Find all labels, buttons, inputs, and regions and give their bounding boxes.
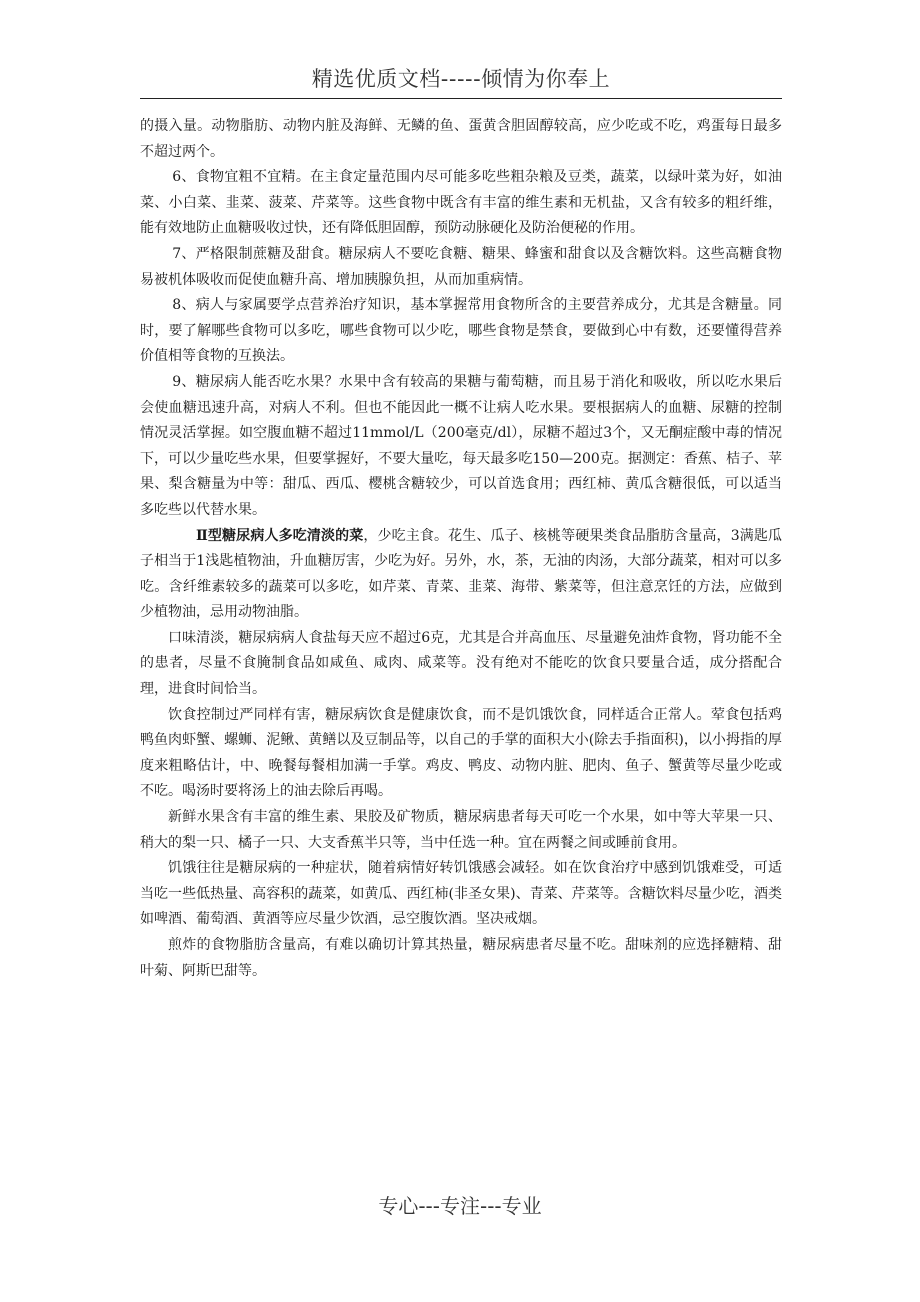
paragraph-item-9 bbox=[140, 370, 782, 524]
paragraph-diet-control bbox=[140, 703, 782, 805]
header-title: 精选优质文档-----倾情为你奉上 bbox=[311, 67, 611, 91]
paragraph-type2-diabetes bbox=[140, 524, 782, 626]
paragraph-text: ，少吃主食。花生、瓜子、核桃等硬果类食品脂肪含量高，3满匙瓜子相当于1浅匙植物油，升血糖厉害，少吃为好。另外，水，茶，无油的肉汤，大部分蔬菜，相对可以多吃。含纤维素较多的蔬菜可以多吃，如芹菜、青菜、韭菜、海带、紫菜等，但注意烹饪的方法，应做到少植物油，忌用动物油脂。 bbox=[140, 527, 782, 621]
paragraph-intake bbox=[140, 114, 782, 165]
paragraph-bold-lead: Ⅱ型糖尿病人多吃清淡的菜 bbox=[196, 527, 364, 544]
paragraph-text: 饮食控制过严同样有害，糖尿病饮食是健康饮食，而不是饥饿饮食，同样适合正常人。荤食包括鸡鸭鱼肉虾蟹、螺蛳、泥鳅、黄鳝以及豆制品等，以自己的手掌的面积大小(除去手指面积)，以小拇指的厚度来粗略估计，中、晚餐每餐相加满一手掌。鸡皮、鸭皮、动物内脏、肥肉、鱼子、蟹黄等尽量少吃或不吃。喝汤时要将汤上的油去除后再喝。 bbox=[140, 706, 782, 800]
document-body bbox=[140, 114, 782, 984]
paragraph-text: 饥饿往往是糖尿病的一种症状，随着病情好转饥饿感会减轻。如在饮食治疗中感到饥饿难受，可适当吃一些低热量、高容积的蔬菜，如黄瓜、西红柿(非圣女果)、青菜、芹菜等。含糖饮料尽量少吃，酒类如啤酒、葡萄酒、黄酒等应尽量少饮酒，忌空腹饮酒。坚决戒烟。 bbox=[140, 860, 782, 928]
page-header bbox=[140, 64, 782, 99]
page-footer bbox=[0, 1192, 920, 1220]
paragraph-item-6 bbox=[140, 165, 782, 242]
paragraph-text: 口味清淡，糖尿病病人食盐每天应不超过6克，尤其是合并高血压、尽量避免油炸食物，肾功能不全的患者，尽量不食腌制食品如咸鱼、咸肉、咸菜等。没有绝对不能吃的饮食只要量合适，成分搭配合理，进食时间恰当。 bbox=[140, 629, 782, 698]
paragraph-hunger bbox=[140, 856, 782, 933]
paragraph-text: 8、病人与家属要学点营养治疗知识，基本掌握常用食物所含的主要营养成分，尤其是含糖量。同时，要了解哪些食物可以多吃，哪些食物可以少吃，哪些食物是禁食，要做到心中有数，还要懂得营养价值相等食物的互换法。 bbox=[140, 297, 782, 365]
paragraph-fresh-fruit bbox=[140, 805, 782, 856]
paragraph-text: 6、食物宜粗不宜精。在主食定量范围内尽可能多吃些粗杂粮及豆类，蔬菜，以绿叶菜为好，如油菜、小白菜、韭菜、菠菜、芹菜等。这些食物中既含有丰富的维生素和无机盐，又含有较多的粗纤维，能有效地防止血糖吸收过快，还有降低胆固醇，预防动脉硬化及防治便秘的作用。 bbox=[140, 169, 782, 237]
paragraph-item-7 bbox=[140, 242, 782, 293]
paragraph-text: 7、严格限制蔗糖及甜食。糖尿病人不要吃食糖、糖果、蜂蜜和甜食以及含糖饮料。这些高糖食物易被机体吸收而促使血糖升高、增加胰腺负担，从而加重病情。 bbox=[140, 245, 782, 288]
paragraph-text: 的摄入量。动物脂肪、动物内脏及海鲜、无鳞的鱼、蛋黄含胆固醇较高，应少吃或不吃，鸡蛋每日最多不超过两个。 bbox=[140, 118, 782, 160]
paragraph-fried-food bbox=[140, 933, 782, 984]
footer-text: 专心---专注---专业 bbox=[378, 1194, 542, 1218]
paragraph-text: 煎炸的食物脂肪含量高，有难以确切计算其热量，糖尿病患者尽量不吃。甜味剂的应选择糖精、甜叶菊、阿斯巴甜等。 bbox=[140, 937, 782, 979]
paragraph-item-8 bbox=[140, 293, 782, 370]
paragraph-text: 新鲜水果含有丰富的维生素、果胶及矿物质，糖尿病患者每天可吃一个水果，如中等大苹果一只、稍大的梨一只、橘子一只、大支香蕉半只等，当中任选一种。宜在两餐之间或睡前食用。 bbox=[140, 809, 782, 851]
paragraph-light-taste bbox=[140, 626, 782, 703]
paragraph-text: 9、糖尿病人能否吃水果？水果中含有较高的果糖与葡萄糖，而且易于消化和吸收，所以吃水果后会使血糖迅速升高，对病人不利。但也不能因此一概不让病人吃水果。要根据病人的血糖、尿糖的控制情况灵活掌握。如空腹血糖不超过11mmol/L（200毫克/dl），尿糖不超过3个，又无酮症酸中毒的情况下，可以少量吃些水果，但要掌握好，不要大量吃，每天最多吃150—200克。据测定：香蕉、桔子、苹果、梨含糖量为中等：甜瓜、西瓜、樱桃含糖较少，可以首选食用；西红柿、黄瓜含糖很低，可以适当多吃些以代替水果。 bbox=[140, 373, 782, 518]
